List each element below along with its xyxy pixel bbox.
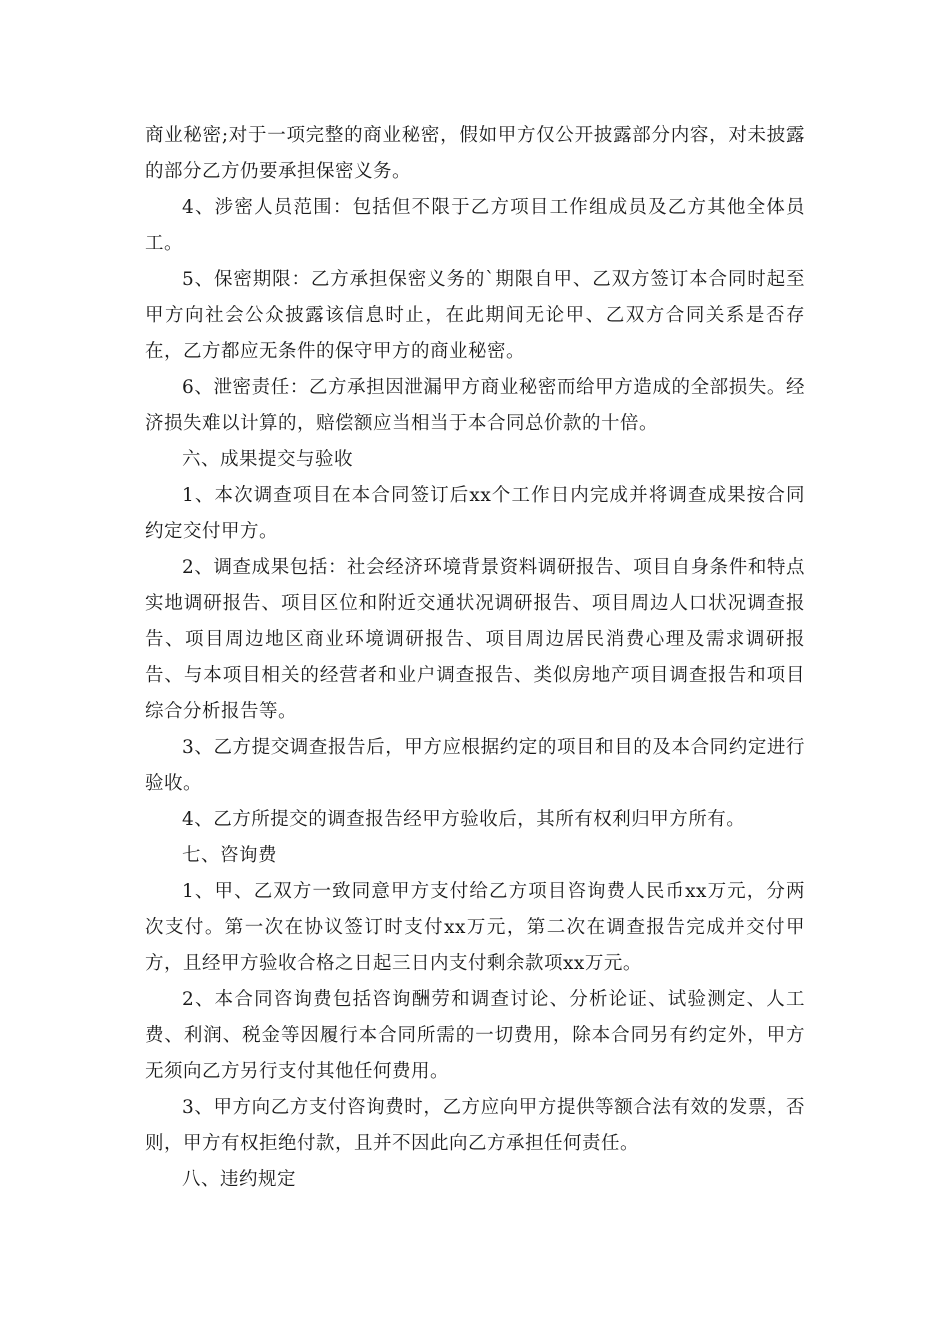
paragraph-fee-2: 2、本合同咨询费包括咨询酬劳和调查讨论、分析论证、试验测定、人工费、利润、税金等因履行本合同所需的一切费用，除本合同另有约定外，甲方无须向乙方另行支付其他任何费用。 [145, 989, 805, 1082]
document-body [145, 118, 805, 1198]
section-heading-6: 六、成果提交与验收 [182, 449, 354, 470]
paragraph-fee-1: 1、甲、乙双方一致同意甲方支付给乙方项目咨询费人民币xx万元，分两次支付。第一次在协议签订时支付xx万元，第二次在调查报告完成并交付甲方，且经甲方验收合格之日起三日内支付剩余款项xx万元。 [145, 881, 805, 974]
paragraph-delivery-4: 4、乙方所提交的调查报告经甲方验收后，其所有权利归甲方所有。 [182, 809, 746, 830]
paragraph-clause-5: 5、保密期限：乙方承担保密义务的`期限自甲、乙双方签订本合同时起至甲方向社会公众披露该信息时止，在此期间无论甲、乙双方合同关系是否存在，乙方都应无条件的保守甲方的商业秘密。 [145, 269, 805, 362]
section-heading-8: 八、违约规定 [182, 1169, 297, 1190]
paragraph-delivery-3: 3、乙方提交调查报告后，甲方应根据约定的项目和目的及本合同约定进行验收。 [145, 737, 805, 794]
paragraph-fee-3: 3、甲方向乙方支付咨询费时，乙方应向甲方提供等额合法有效的发票，否则，甲方有权拒绝付款，且并不因此向乙方承担任何责任。 [145, 1097, 805, 1154]
section-heading-7: 七、咨询费 [182, 845, 278, 866]
paragraph-continuation: 商业秘密;对于一项完整的商业秘密，假如甲方仅公开披露部分内容，对未披露的部分乙方仍要承担保密义务。 [145, 125, 805, 182]
paragraph-clause-4: 4、涉密人员范围：包括但不限于乙方项目工作组成员及乙方其他全体员工。 [145, 197, 805, 254]
paragraph-delivery-2: 2、调查成果包括：社会经济环境背景资料调研报告、项目自身条件和特点实地调研报告、项目区位和附近交通状况调研报告、项目周边人口状况调查报告、项目周边地区商业环境调研报告、项目周边居民消费心理及需求调研报告、与本项目相关的经营者和业户调查报告、类似房地产项目调查报告和项目综合分析报告等。 [145, 557, 805, 722]
paragraph-delivery-1: 1、本次调查项目在本合同签订后xx个工作日内完成并将调查成果按合同约定交付甲方。 [145, 485, 805, 542]
paragraph-clause-6: 6、泄密责任：乙方承担因泄漏甲方商业秘密而给甲方造成的全部损失。经济损失难以计算的，赔偿额应当相当于本合同总价款的十倍。 [145, 377, 805, 434]
